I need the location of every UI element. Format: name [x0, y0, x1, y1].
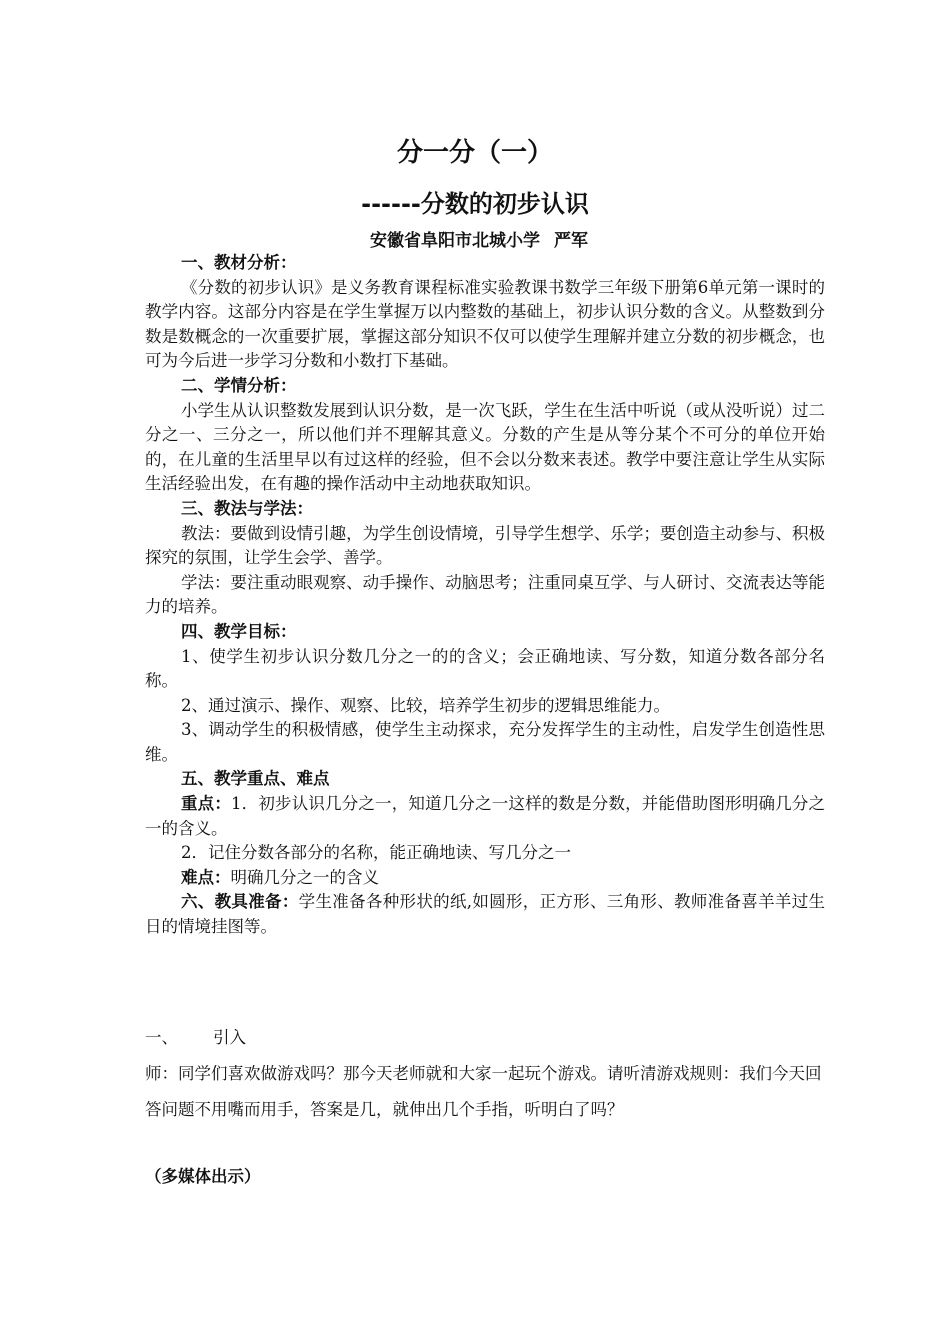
- section-heading-methods: 三、教法与学法：: [181, 498, 313, 518]
- section-heading-key-points: 五、教学重点、难点: [181, 769, 330, 789]
- goal-item-2: 2、通过演示、操作、观察、比较，培养学生初步的逻辑思维能力。: [181, 695, 670, 715]
- document-subtitle: ------分数的初步认识: [361, 190, 589, 218]
- paragraph-students: 小学生从认识整数发展到认识分数，是一次飞跃，学生在生活中听说（或从没听说）过二分之一、三分之一，所以他们并不理解其意义。分数的产生是从等分某个不可分的单位开始的，在儿童的生活里早以有过这样的经验，但不会以分数来表述。教学中要注意让学生从实际生活经验出发，在有趣的操作活动中主动地获取知识。: [145, 400, 825, 494]
- key-point-label: 重点：: [181, 794, 232, 814]
- key-point-1: [145, 792, 825, 841]
- intro-number: 一、: [145, 1028, 178, 1047]
- difficulty-label: 难点：: [181, 867, 231, 887]
- goal-item-1: 1、使学生初步认识分数几分之一的的含义；会正确地读、写分数，知道分数各部分名称。: [145, 646, 825, 691]
- paragraph-teaching-method: 教法：要做到设情引趣，为学生创设情境，引导学生想学、乐学；要创造主动参与、积极探究的氛围，让学生会学、善学。: [145, 523, 825, 568]
- key-point-text: 1．初步认识几分之一，知道几分之一这样的数是分数，并能借助图形明确几分之一的含义。: [145, 794, 826, 838]
- teaching-aids: [145, 890, 825, 939]
- intro-paragraph: 师：同学们喜欢做游戏吗？那今天老师就和大家一起玩个游戏。请听清游戏规则：我们今天回答问题不用嘴而用手，答案是几，就伸出几个手指，听明白了吗？: [145, 1064, 822, 1119]
- section-heading-materials: 一、教材分析：: [181, 253, 297, 272]
- paragraph-materials: 《分数的初步认识》是义务教育课程标准实验教课书数学三年级下册第6单元第一课时的教学内容。这部分内容是在学生掌握万以内整数的基础上，初步认识分数的含义。从整数到分数是数概念的一次重要扩展，掌握这部分知识不仅可以使学生理解并建立分数的初步概念，也可为今后进一步学习分数和小数打下基础。: [145, 277, 825, 371]
- author-line: [370, 226, 602, 251]
- teaching-aids-text: 学生准备各种形状的纸,如圆形，正方形、三角形、教师准备喜羊羊过生日的情境挂图等。: [145, 892, 826, 937]
- difficulty-point: [145, 866, 825, 891]
- intro-heading: [145, 1020, 825, 1056]
- multimedia-note: （多媒体出示）: [145, 1167, 261, 1186]
- section-heading-goals: 四、教学目标：: [181, 621, 297, 641]
- author-name: 严军: [554, 231, 588, 251]
- goal-item-3: 3、调动学生的积极情感，使学生主动探求，充分发挥学生的主动性，启发学生创造性思维。: [145, 720, 825, 764]
- lesson-plan-body: [145, 251, 825, 940]
- author-school: 安徽省阜阳市北城小学: [370, 231, 540, 251]
- document-title: 分一分（一）: [396, 138, 553, 168]
- key-point-2: 2．记住分数各部分的名称，能正确地读、写几分之一: [181, 843, 571, 863]
- section-heading-students: 二、学情分析：: [181, 375, 297, 395]
- paragraph-learning-method: 学法：要注重动眼观察、动手操作、动脑思考；注重同桌互学、与人研讨、交流表达等能力的培养。: [145, 572, 825, 617]
- intro-section: [145, 1020, 825, 1128]
- intro-label: 引入: [213, 1028, 246, 1047]
- difficulty-text: 明确几分之一的含义: [230, 867, 379, 887]
- teaching-aids-label: 六、教具准备：: [181, 892, 299, 912]
